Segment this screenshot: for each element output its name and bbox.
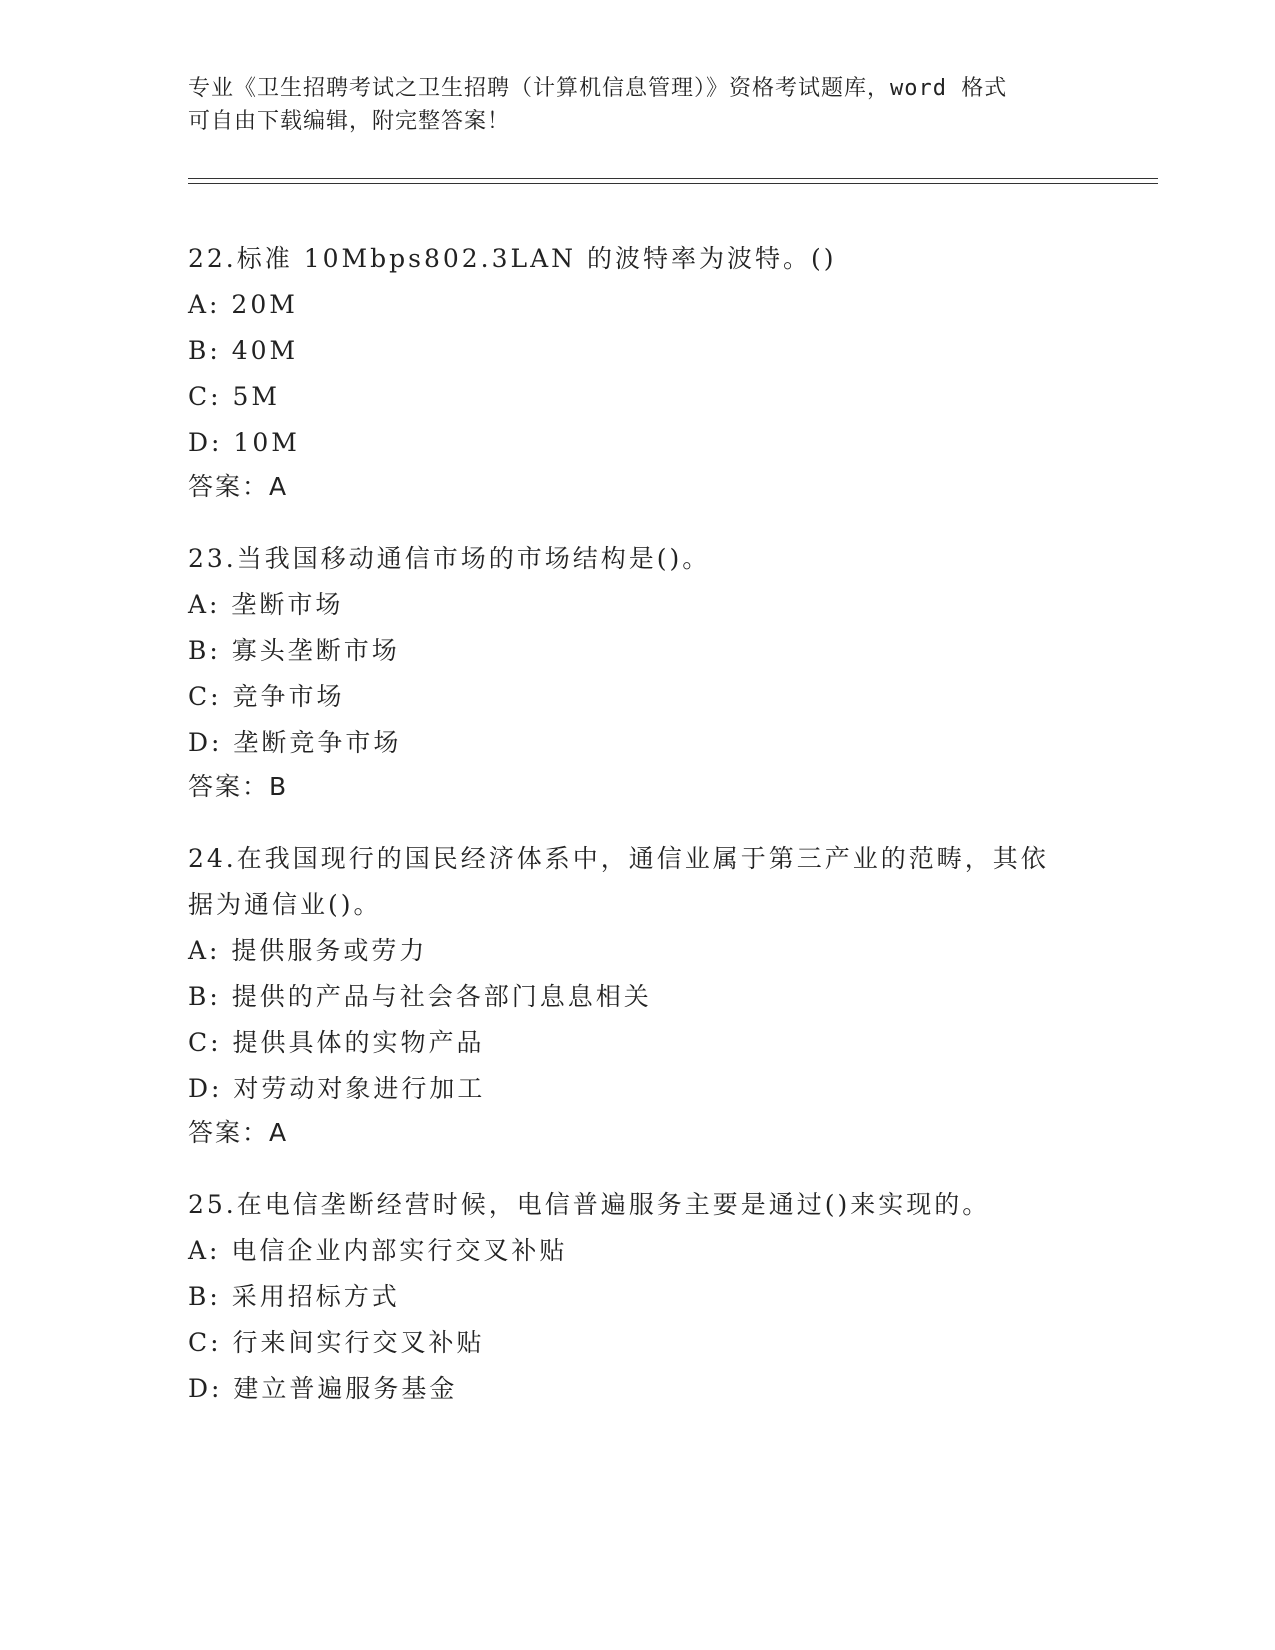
question-stem-line: 23.当我国移动通信市场的市场结构是()。	[188, 544, 711, 573]
option-a: A: 电信企业内部实行交叉补贴	[188, 1236, 568, 1265]
option-a: A: 提供服务或劳力	[188, 936, 428, 965]
header-line-2: 可自由下载编辑，附完整答案！	[188, 109, 511, 134]
option-d: D: 10M	[188, 428, 300, 457]
question-24	[188, 836, 1088, 1154]
question-list	[188, 236, 1088, 1440]
document-header	[188, 72, 1088, 138]
option-b: B: 提供的产品与社会各部门息息相关	[188, 982, 652, 1011]
option-b: B: 40M	[188, 336, 299, 365]
option-a: A: 垄断市场	[188, 590, 344, 619]
header-divider-top	[188, 178, 1158, 179]
question-stem-line: 25.在电信垄断经营时候，电信普遍服务主要是通过()来实现的。	[188, 1190, 991, 1219]
question-stem-line: 22.标准 10Mbps802.3LAN 的波特率为波特。()	[188, 244, 837, 273]
option-c: C: 提供具体的实物产品	[188, 1028, 485, 1057]
header-divider-bottom	[188, 183, 1158, 184]
option-a: A: 20M	[188, 290, 298, 319]
option-d: D: 建立普遍服务基金	[188, 1374, 458, 1403]
question-25	[188, 1182, 1088, 1412]
header-line-1: 专业《卫生招聘考试之卫生招聘（计算机信息管理）》资格考试题库，word 格式	[188, 76, 1008, 101]
answer-label: 答案：A	[188, 472, 289, 501]
question-stem	[188, 836, 1088, 928]
option-b: B: 采用招标方式	[188, 1282, 400, 1311]
question-stem-line: 24.在我国现行的国民经济体系中，通信业属于第三产业的范畴，其依	[188, 844, 1049, 873]
answer-label: 答案：A	[188, 1118, 289, 1147]
question-22	[188, 236, 1088, 508]
question-stem	[188, 536, 1088, 582]
question-stem-line: 据为通信业()。	[188, 890, 382, 919]
option-c: C: 竞争市场	[188, 682, 345, 711]
option-c: C: 5M	[188, 382, 281, 411]
option-d: D: 对劳动对象进行加工	[188, 1074, 486, 1103]
option-b: B: 寡头垄断市场	[188, 636, 400, 665]
option-d: D: 垄断竞争市场	[188, 728, 402, 757]
question-stem	[188, 236, 1088, 282]
question-23	[188, 536, 1088, 808]
question-stem	[188, 1182, 1088, 1228]
answer-label: 答案：B	[188, 772, 289, 801]
option-c: C: 行来间实行交叉补贴	[188, 1328, 485, 1357]
